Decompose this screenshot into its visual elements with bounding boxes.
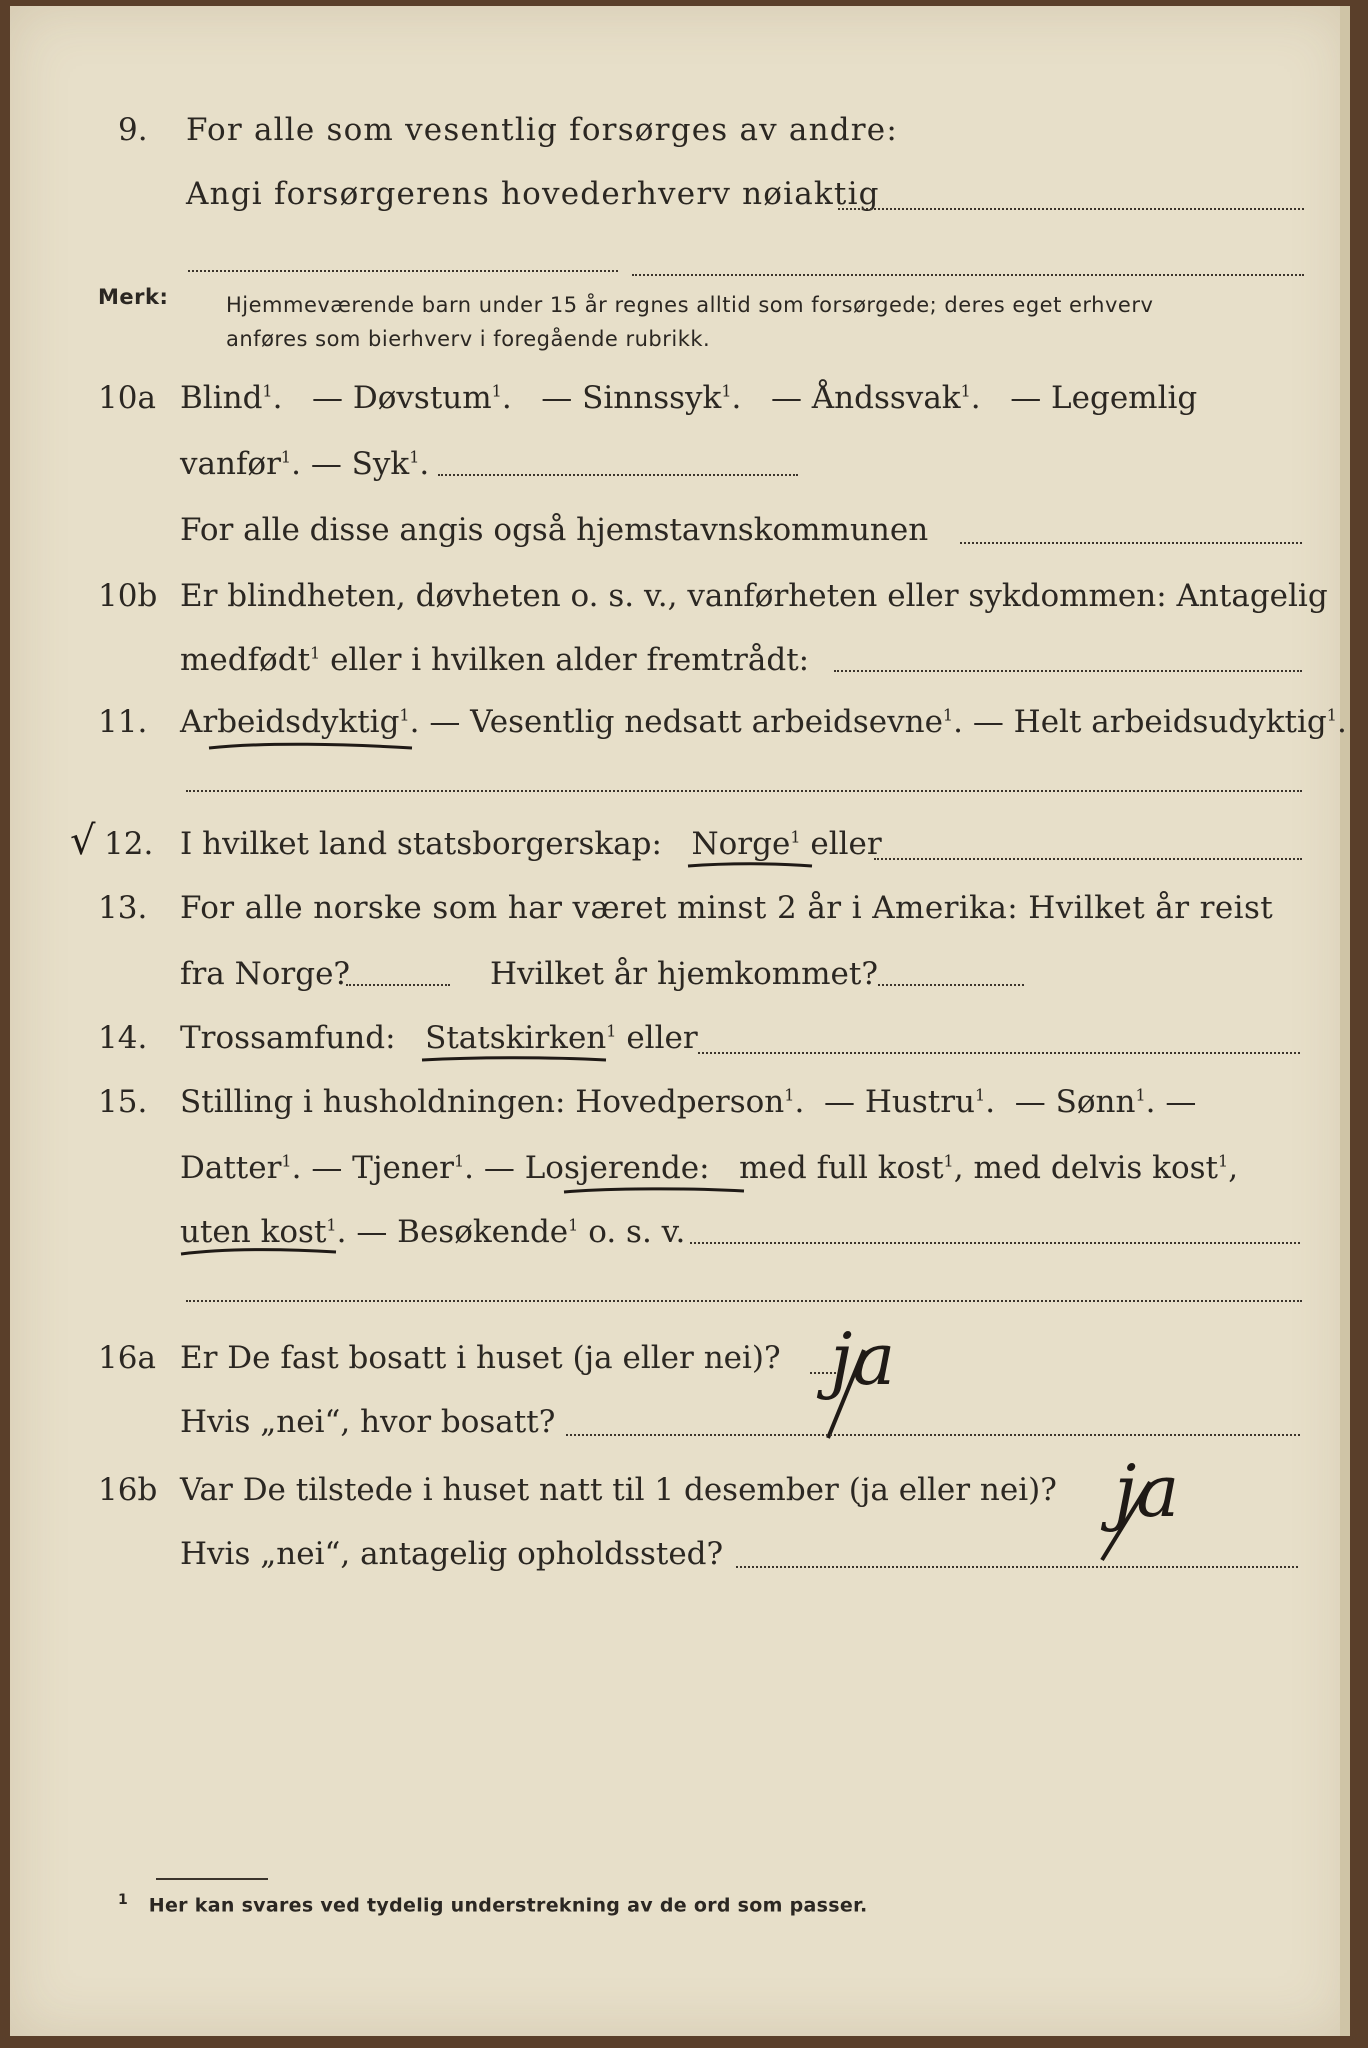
q10a-line1: Blind$^1$. — Døvstum$^1$. — Sinnssyk$^1$. — Åndssvak$^1$. — Legemlig — [180, 380, 1198, 416]
q10a-syk-line — [438, 474, 798, 476]
q10b-answer-line — [834, 670, 1302, 672]
merk-line1: Hjemmeværende barn under 15 år regnes alltid som forsørgede; deres eget erhverv — [226, 293, 1154, 317]
q9-line1: For alle som vesentlig forsørges av andre: — [186, 112, 898, 148]
census-form-page — [10, 6, 1350, 2036]
q12-underline-handwritten — [686, 858, 814, 874]
q14-answer-line — [698, 1052, 1300, 1054]
q9-answer-line3 — [632, 274, 1304, 276]
svg-text:ja: ja — [1114, 1449, 1180, 1533]
q15-line2: Datter$^1$. — Tjener$^1$. — Losjerende: med full kost$^1$, med delvis kost$^1$, — [180, 1150, 1239, 1186]
q15-answer-line2 — [186, 1300, 1302, 1302]
q9-line2: Angi forsørgerens hovederhverv nøiaktig — [186, 176, 880, 212]
q9-number: 9. — [118, 112, 148, 148]
q11-line: Arbeidsdyktig$^1$. — Vesentlig nedsatt arbeidsevne$^1$. — Helt arbeidsudyktig$^1$. — [180, 704, 1347, 740]
q12-check-mark — [68, 814, 108, 862]
q14-number: 14. — [98, 1020, 148, 1056]
q16a-number: 16a — [98, 1340, 156, 1376]
q16b-opholdssted-line — [736, 1566, 1298, 1568]
merk-label: Merk: — [98, 285, 169, 309]
svg-text:ja: ja — [830, 1317, 896, 1401]
svg-text:√: √ — [70, 818, 96, 862]
q16a-handwritten-answer — [800, 1302, 970, 1442]
q12-answer-line — [874, 858, 1302, 860]
q10a-line2: vanfør$^1$. — Syk$^1$. — [180, 446, 430, 482]
q15-answer-line — [690, 1242, 1300, 1244]
q15-utenkost-underline-handwritten — [178, 1242, 340, 1262]
page-edge — [1340, 6, 1350, 2036]
q16a-line2: Hvis „nei“, hvor bosatt? — [180, 1404, 556, 1440]
q12-line: I hvilket land statsborgerskap: Norge$^1$ eller — [180, 826, 882, 862]
merk-line2: anføres som bierhverv i foregående rubrikk. — [226, 327, 711, 351]
q10b-number: 10b — [98, 578, 158, 614]
q10a-line3: For alle disse angis også hjemstavnskommunen — [180, 512, 929, 548]
q15-line1: Stilling i husholdningen: Hovedperson$^1$. — Hustru$^1$. — Sønn$^1$. — — [180, 1084, 1197, 1120]
q11-answer-line — [186, 790, 1302, 792]
q13-reist-line — [346, 984, 450, 986]
q12-number: 12. — [104, 826, 154, 862]
q15-losjerende-underline-handwritten — [562, 1182, 746, 1200]
q14-underline-handwritten — [420, 1052, 608, 1068]
q13-part2: Hvilket år hjemkommet? — [490, 956, 878, 992]
q10a-kommune-line — [960, 542, 1302, 544]
q14-line: Trossamfund: Statskirken$^1$ eller — [180, 1020, 698, 1056]
footnote-rule — [156, 1878, 268, 1880]
q9-answer-line2 — [188, 270, 618, 272]
q10a-number: 10a — [98, 380, 156, 416]
q11-number: 11. — [98, 704, 148, 740]
q11-underline-handwritten — [206, 736, 416, 758]
q15-number: 15. — [98, 1084, 148, 1120]
q9-answer-line — [838, 208, 1304, 210]
q16a-line1: Er De fast bosatt i huset (ja eller nei)? — [180, 1340, 781, 1376]
q16b-number: 16b — [98, 1472, 158, 1508]
q16b-handwritten-answer — [1080, 1436, 1270, 1566]
q16b-line1: Var De tilstede i huset natt til 1 desember (ja eller nei)? — [180, 1472, 1057, 1508]
q13-number: 13. — [98, 890, 148, 926]
q10b-line1: Er blindheten, døvheten o. s. v., vanførheten eller sykdommen: Antagelig — [180, 578, 1328, 614]
q13-hjemkommet-line — [878, 984, 1024, 986]
q15-line3: uten kost$^1$. — Besøkende$^1$ o. s. v. — [180, 1214, 686, 1250]
q16b-line2: Hvis „nei“, antagelig opholdssted? — [180, 1536, 724, 1572]
footnote: $^1$ Her kan svares ved tydelig understrekning av de ord som passer. — [118, 1892, 868, 1917]
q13-line1: For alle norske som har været minst 2 år i Amerika: Hvilket år reist — [180, 890, 1274, 926]
q10b-line2: medfødt$^1$ eller i hvilken alder fremtrådt: — [180, 642, 810, 678]
q13-part1: fra Norge? — [180, 956, 351, 992]
